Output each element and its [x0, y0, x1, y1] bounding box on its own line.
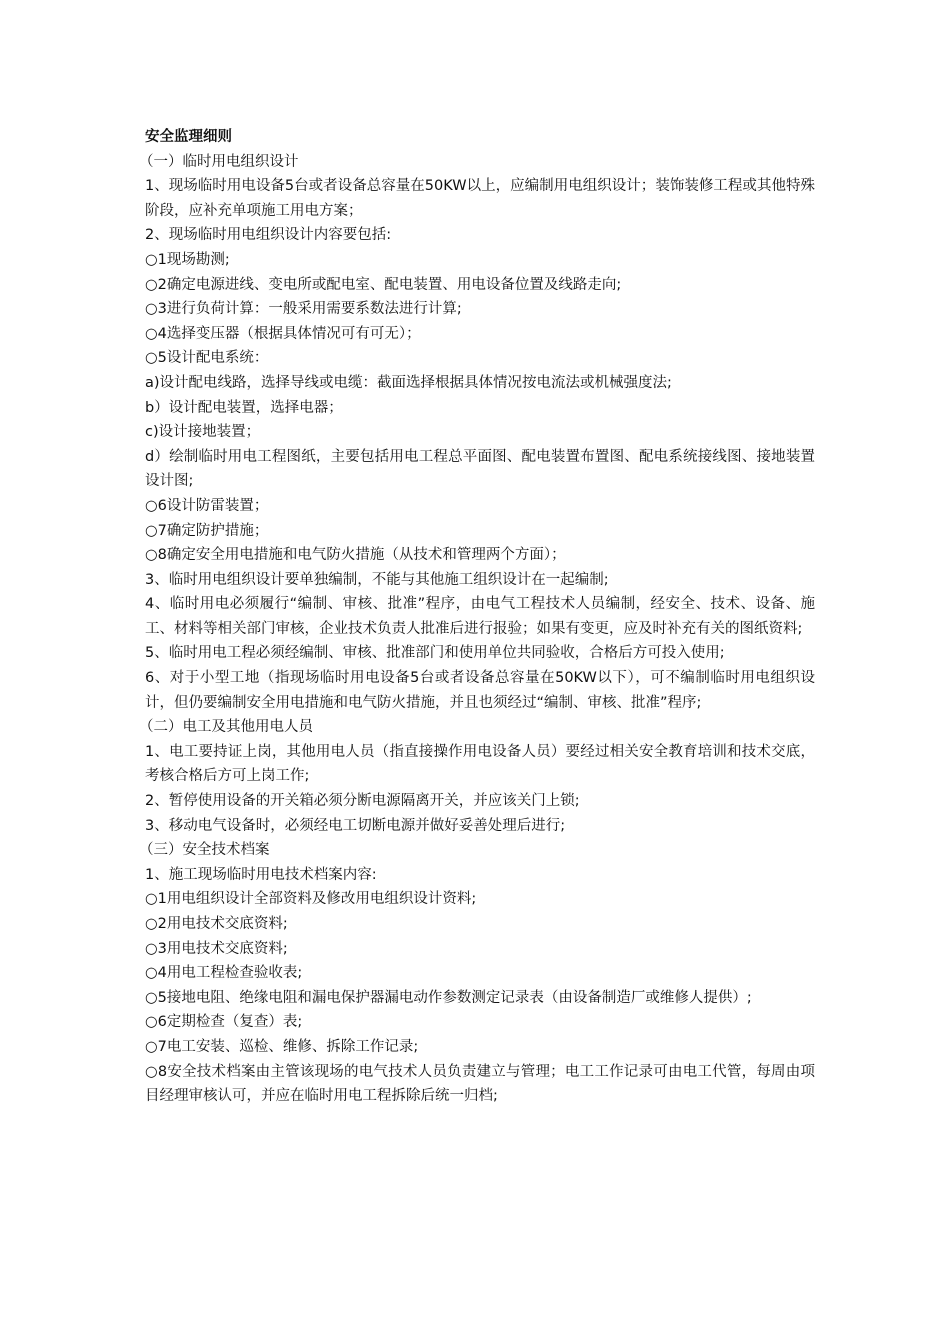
sub-list-item: c)设计接地装置； — [145, 424, 261, 441]
list-item: ○6设计防雷装置； — [145, 497, 269, 514]
section-heading-1: （一）临时用电组织设计 — [139, 153, 299, 170]
list-item: ○3用电技术交底资料; — [145, 940, 288, 957]
paragraph: 1、现场临时用电设备5台或者设备总容量在50KW以上，应编制用电组织设计；装饰装修工程或其他特殊阶段，应补充单项施工用电方案； — [145, 178, 815, 219]
document-title: 安全监理细则 — [145, 129, 232, 145]
paragraph: 3、临时用电组织设计要单独编制，不能与其他施工组织设计在一起编制; — [145, 571, 609, 588]
document-body — [139, 125, 815, 1109]
list-item: ○1用电组织设计全部资料及修改用电组织设计资料; — [145, 891, 477, 908]
sub-list-item: b）设计配电装置，选择电器； — [145, 399, 343, 416]
list-item: ○4用电工程检查验收表; — [145, 965, 303, 982]
sub-list-item: a)设计配电线路，选择导线或电缆：截面选择根据具体情况按电流法或机械强度法; — [145, 374, 672, 391]
paragraph: 1、电工要持证上岗，其他用电人员（指直接操作用电设备人员）要经过相关安全教育培训和技术交底，考核合格后方可上岗工作; — [145, 743, 815, 785]
sub-list-item: d）绘制临时用电工程图纸，主要包括用电工程总平面图、配电装置布置图、配电系统接线图、接地装置设计图; — [145, 448, 815, 490]
paragraph: 2、现场临时用电组织设计内容要包括: — [145, 227, 392, 244]
paragraph: 3、移动电气设备时，必须经电工切断电源并做好妥善处理后进行; — [145, 817, 566, 834]
paragraph: 6、对于小型工地（指现场临时用电设备5台或者设备总容量在50KW以下），可不编制临时用电组织设计，但仍要编制安全用电措施和电气防火措施，并且也须经过“编制、审核、批准”程序; — [145, 670, 815, 711]
list-item: ○5接地电阻、绝缘电阻和漏电保护器漏电动作参数测定记录表（由设备制造厂或维修人提供）; — [145, 989, 752, 1006]
list-item: ○7确定防护措施； — [145, 522, 269, 539]
list-item: ○7电工安装、巡检、维修、拆除工作记录; — [145, 1038, 419, 1055]
paragraph: 1、施工现场临时用电技术档案内容: — [145, 866, 377, 883]
list-item: ○2确定电源进线、变电所或配电室、配电装置、用电设备位置及线路走向; — [145, 276, 622, 293]
list-item: ○3进行负荷计算：一般采用需要系数法进行计算; — [145, 301, 462, 318]
paragraph: 5、临时用电工程必须经编制、审核、批准部门和使用单位共同验收，合格后方可投入使用; — [145, 645, 725, 662]
list-item: ○6定期检查（复查）表; — [145, 1014, 303, 1031]
section-heading-2: （二）电工及其他用电人员 — [139, 719, 313, 736]
paragraph: 2、暂停使用设备的开关箱必须分断电源隔离开关，并应该关门上锁; — [145, 793, 580, 810]
section-heading-3: （三）安全技术档案 — [139, 842, 270, 859]
list-item: ○4选择变压器（根据具体情况可有可无）； — [145, 325, 421, 342]
list-item: ○8确定安全用电措施和电气防火措施（从技术和管理两个方面）； — [145, 547, 566, 564]
list-item: ○2用电技术交底资料; — [145, 916, 288, 932]
list-item: ○8安全技术档案由主管该现场的电气技术人员负责建立与管理；电工工作记录可由电工代管，每周由项目经理审核认可，并应在临时用电工程拆除后统一归档; — [145, 1063, 815, 1105]
paragraph: 4、临时用电必须履行“编制、审核、批准”程序，由电气工程技术人员编制，经安全、技术、设备、施工、材料等相关部门审核，企业技术负责人批准后进行报验；如果有变更，应及时补充有关的图纸资料; — [145, 596, 815, 637]
list-item: ○1现场勘测; — [145, 251, 230, 268]
list-item: ○5设计配电系统： — [145, 350, 269, 367]
